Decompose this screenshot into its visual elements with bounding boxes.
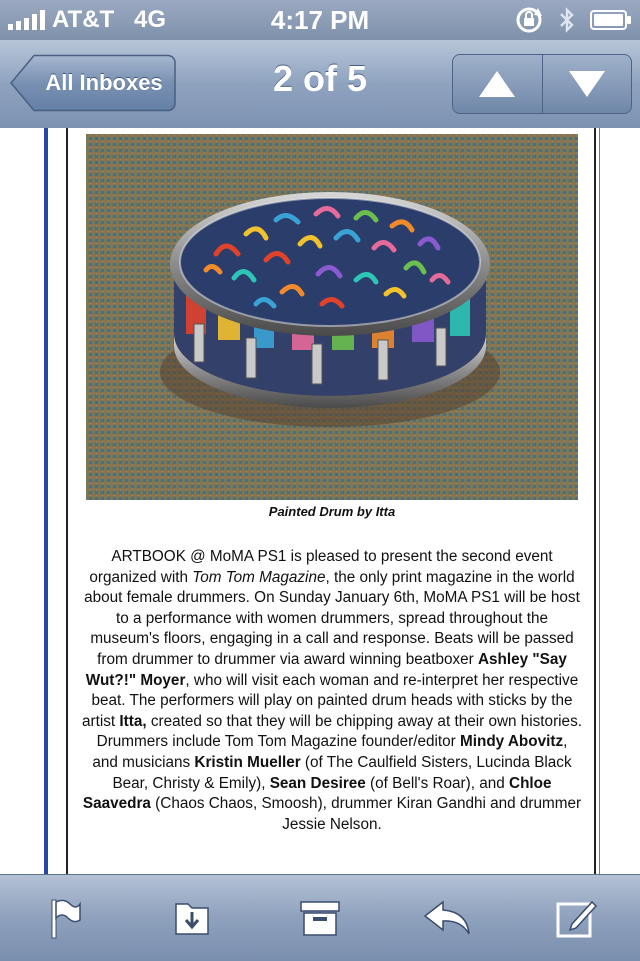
move-folder-icon [170, 896, 214, 940]
back-button-label: All Inboxes [45, 70, 163, 95]
network-type: 4G [134, 6, 167, 33]
reply-button[interactable] [418, 888, 478, 948]
compose-button[interactable] [546, 888, 606, 948]
battery-icon [590, 9, 632, 31]
text: (of Bell's Roar), and [365, 774, 510, 792]
text: created so that they will be chipping away at their own histories. [146, 712, 582, 730]
next-message-button[interactable] [542, 55, 632, 113]
drummer-name: Mindy Abovitz [459, 733, 564, 751]
flag-button[interactable] [34, 888, 94, 948]
up-arrow-icon [477, 69, 517, 99]
text: who will visit each woman and re-interpret her respective beat. The performers will play on painted drum heads with sticks by the artist [82, 671, 579, 730]
table-border-right [594, 128, 596, 874]
artist-name: Itta, [119, 712, 147, 730]
flag-icon [44, 896, 84, 940]
drummer-name: Sean Desiree [269, 774, 366, 792]
magazine-name: Tom Tom Magazine [192, 568, 326, 586]
table-border-left [66, 128, 68, 874]
paragraph-2 [82, 732, 582, 835]
drummer-name: Kristin Mueller [194, 753, 301, 771]
paragraph-1 [82, 547, 582, 732]
archive-icon [298, 898, 342, 938]
archive-button[interactable] [290, 888, 350, 948]
message-navigation-segmented-control [452, 54, 632, 114]
all-inboxes-back-button[interactable] [10, 54, 176, 112]
carrier-name: AT&T [52, 6, 115, 33]
rotation-lock-icon [514, 6, 544, 34]
image-caption: Painted Drum by Itta [268, 504, 396, 519]
message-body[interactable] [0, 128, 640, 874]
link[interactable]: , [185, 671, 190, 689]
clock: 4:17 PM [270, 5, 370, 35]
message-text [82, 547, 582, 835]
text: Drummers include Tom Tom Magazine founder/editor [96, 733, 460, 751]
compose-icon [554, 896, 598, 940]
performer-name: Ashley "Say Wut?!" Moyer [85, 650, 567, 689]
status-bar [0, 0, 640, 40]
painted-drum-photo[interactable] [86, 134, 578, 500]
navigation-bar [0, 40, 640, 129]
message-position-title: 2 of 5 [272, 58, 368, 99]
text: (Chaos Chaos, Smoosh), drummer Kiran Gandhi and drummer Jessie Nelson. [150, 795, 582, 833]
quote-rule [44, 128, 48, 874]
bluetooth-icon [558, 6, 576, 34]
text: ARTBOOK @ MoMA PS1 is pleased to present the second event organized with [89, 548, 553, 586]
previous-message-button[interactable] [453, 55, 542, 113]
text: (of The Caulfield Sisters, Lucinda Black Bear, Christy & Emily), [112, 753, 572, 792]
text: , and musicians [92, 733, 568, 771]
table-border-right-inner [599, 128, 600, 874]
drummer-name: Chloe Saavedra [82, 774, 552, 813]
down-arrow-icon [567, 69, 607, 99]
reply-icon [423, 898, 473, 938]
move-button[interactable] [162, 888, 222, 948]
bottom-toolbar [0, 874, 640, 961]
text: , the only print magazine in the world about female drummers. On Sunday January 6th, MoMA PS1 will be host to a performance with women drummers, spread throughout the museum's floors, engaging in a call and response. Beats will be passed from drummer to drummer via award winning beatboxer [84, 568, 580, 668]
